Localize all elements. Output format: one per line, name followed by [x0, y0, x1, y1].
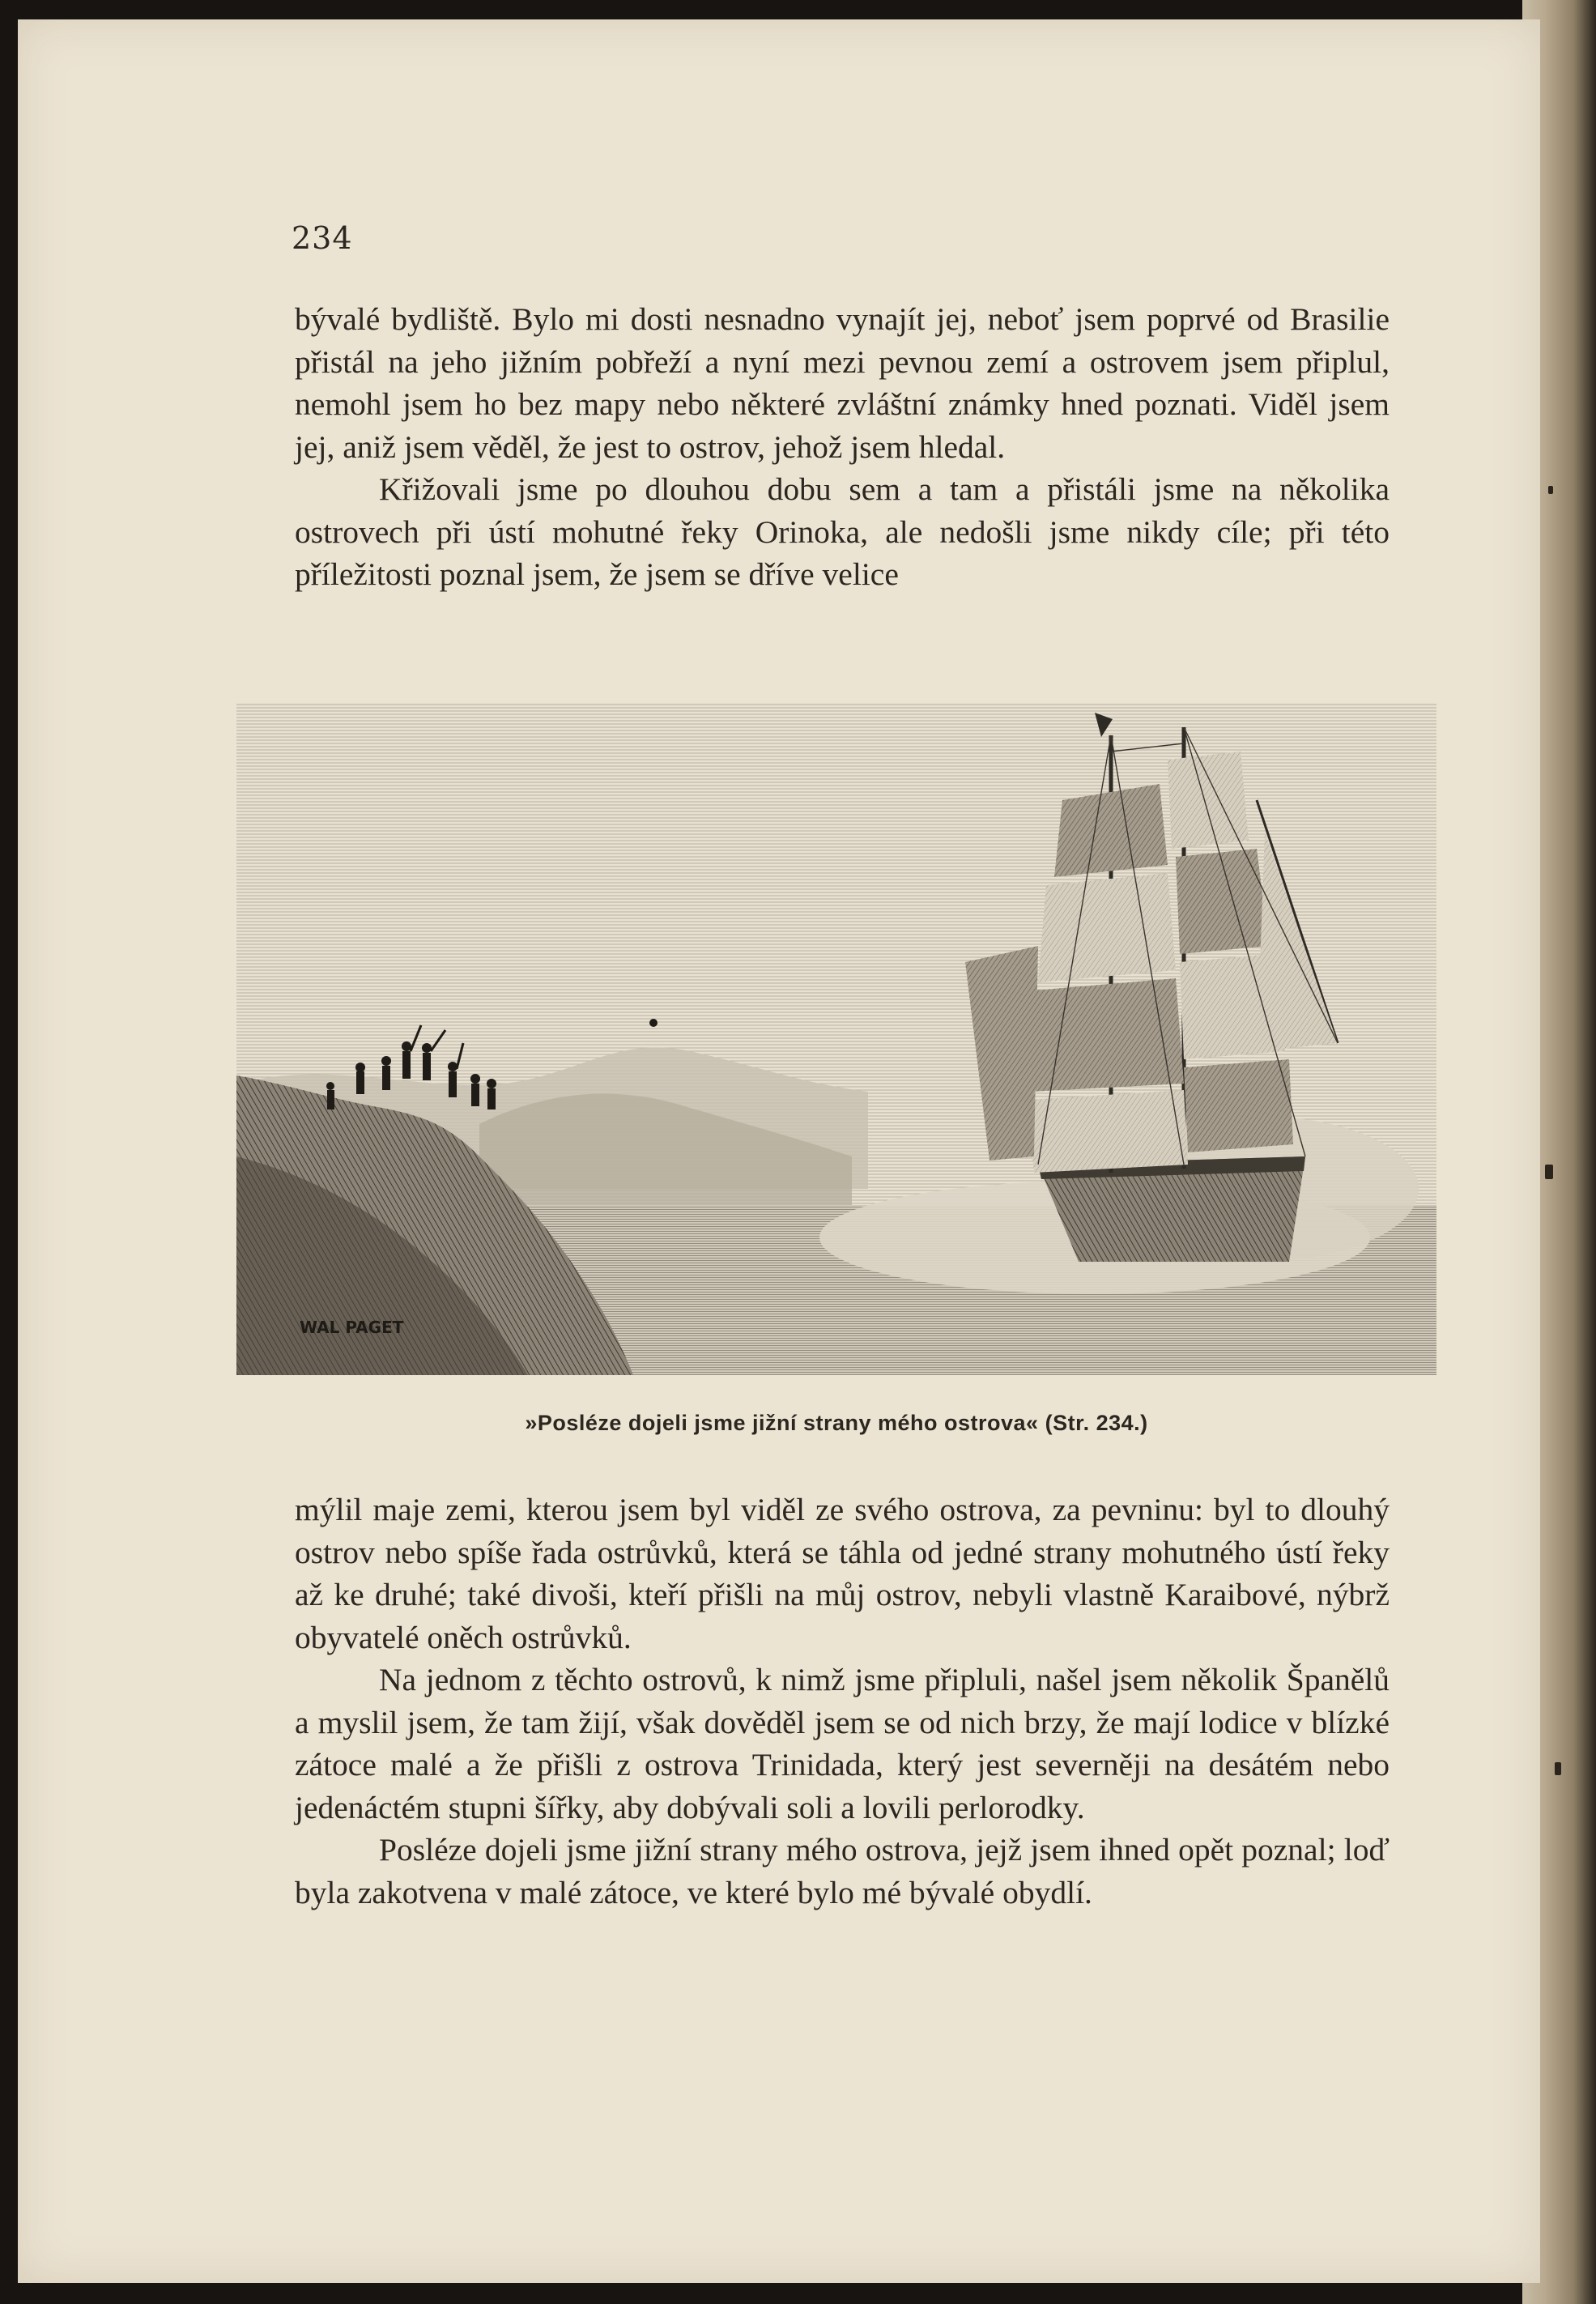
page-number: 234 [292, 220, 353, 256]
text-block-bottom [295, 1488, 1390, 1914]
sail [1038, 873, 1176, 982]
book-page [18, 19, 1540, 2283]
paragraph: bývalé bydliště. Bylo mi dosti nesnadno vynajít jej, neboť jsem poprvé od Brasilie přistál na jeho jižním pobřeží a nyní mezi pevnou zemí a ostrovem jsem připlul, nemohl jsem ho bez mapy nebo některé zvláštní známky hned poznati. Viděl jsem jej, aniž jsem věděl, že jest to ostrov, jehož jsem hledal. [295, 301, 1390, 465]
edge-mark [1545, 1165, 1553, 1179]
sail [1026, 1090, 1188, 1173]
edge-mark [1555, 1762, 1561, 1775]
paragraph: mýlil maje zemi, kterou jsem byl viděl ze svého ostrova, za pevninu: byl to dlouhý ostrov nebo spíše řada ostrůvků, která se táhla od jedné strany mohutného ústí řeky až ke druhé; také divoši, kteří přišli na můj ostrov, nebyli vlastně Karaibové, nýbrž obyvatelé oněch ostrůvků. [295, 1492, 1390, 1655]
artist-signature: WAL PAGET [300, 1318, 404, 1337]
paragraph: Posléze dojeli jsme jižní strany mého ostrova, jejž jsem ihned opět poznal; loď byla zakotvena v malé zátoce, ve které bylo mé bývalé obydlí. [295, 1832, 1390, 1910]
ship-engraving [236, 703, 1436, 1375]
edge-mark [1548, 486, 1553, 494]
ink-dot [649, 1019, 658, 1027]
text-block-top [295, 298, 1390, 596]
paragraph: Křižovali jsme po dlouhou dobu sem a tam a přistáli jsme na několika ostrovech při ústí mohutné řeky Orinoka, ale nedošli jsme nikdy cíle; při této příležitosti poznal jsem, že jsem se dříve velice [295, 471, 1390, 592]
sail [1184, 1059, 1293, 1152]
illustration-caption: »Posléze dojeli jsme jižní strany mého ostrova« (Str. 234.) [525, 1411, 1148, 1435]
paragraph: Na jednom z těchto ostrovů, k nimž jsme připluli, našel jsem několik Španělů a myslil jsem, že tam žijí, však dověděl jsem se od nich brzy, že mají lodice v blízké zátoce malé a že přišli z ostrova Trinidada, který jest severněji na desátém nebo jedenáctém stupni šířky, aby dobývali soli a lovili perlorodky. [295, 1662, 1390, 1825]
